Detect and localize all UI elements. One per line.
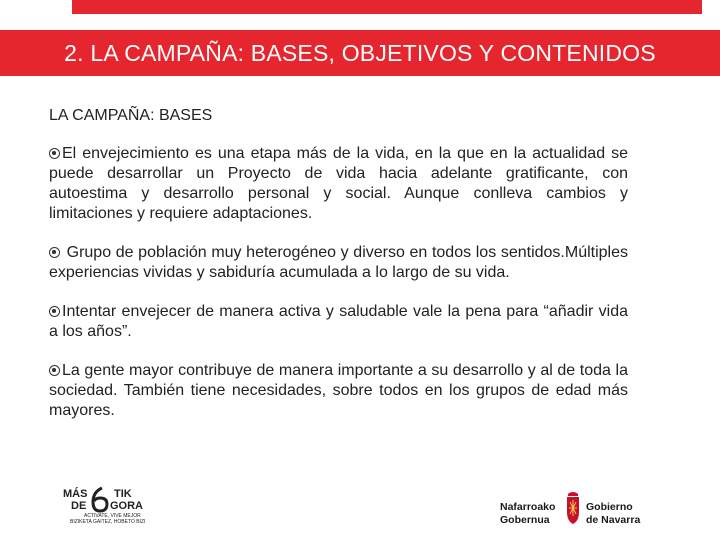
logo-left-text-2: TIK bbox=[114, 488, 132, 500]
bullet-paragraph: Grupo de población muy heterogéneo y diverso en todos los sentidos.Múltiples experiencias vividas y sabiduría acumulada a lo largo de su vida. bbox=[49, 244, 628, 281]
navarra-coat-of-arms-icon bbox=[567, 492, 579, 524]
target-bullet-icon bbox=[49, 306, 60, 317]
target-bullet-icon bbox=[49, 247, 60, 258]
logo-left-text-4: GORA bbox=[110, 500, 143, 512]
logo-left-text-1: MÁS bbox=[63, 488, 88, 500]
bullet-paragraph: La gente mayor contribuye de manera importante a su desarrollo y al de toda la sociedad. También tiene necesidades, sobre todos en los grupos de edad más mayores. bbox=[49, 362, 628, 419]
gobierno-de-navarra-logo bbox=[500, 490, 670, 526]
target-bullet-icon bbox=[49, 365, 60, 376]
bullet-paragraph: Intentar envejecer de manera activa y saludable vale la pena para “añadir vida a los años”. bbox=[49, 303, 628, 340]
content-body bbox=[49, 144, 628, 440]
logo-left-text-3: DE bbox=[71, 500, 87, 512]
logo-right-text-2: Gobernua bbox=[500, 514, 550, 526]
slide-title: 2. LA CAMPAÑA: BASES, OBJETIVOS Y CONTENIDOS bbox=[64, 40, 656, 66]
target-bullet-icon bbox=[49, 148, 60, 159]
logo-left-tagline-2: BIZIKETA GAITEZ, HOBETO BIZI bbox=[70, 519, 146, 525]
top-accent-bar bbox=[72, 0, 702, 14]
logo-right-text-4: de Navarra bbox=[586, 514, 641, 526]
slide-title-band bbox=[0, 30, 720, 76]
logo-left-tagline-1: ACTIVATE, VIVE MEJOR bbox=[84, 513, 141, 519]
logo-right-text-3: Gobierno bbox=[586, 501, 633, 513]
logo-right-text-1: Nafarroako bbox=[500, 501, 556, 513]
mas-de-60-logo bbox=[62, 484, 154, 526]
bullet-paragraph: El envejecimiento es una etapa más de la vida, en la que en la actualidad se puede desarrollar un Proyecto de vida hacia adelante gratificante, con autoestima y desarrollo personal y social. Aunque conlleva cambios y limitaciones y requiere adaptaciones. bbox=[49, 145, 628, 222]
section-subtitle: LA CAMPAÑA: BASES bbox=[49, 107, 213, 124]
